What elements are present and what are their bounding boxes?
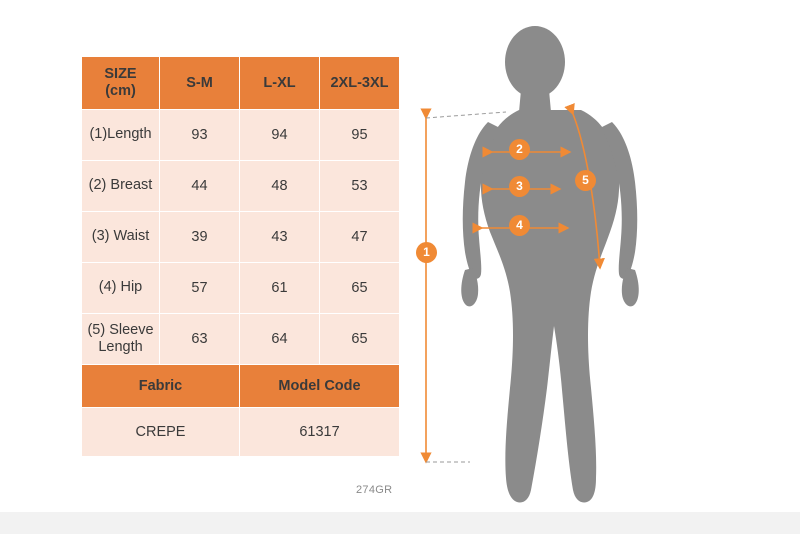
measure-badge-5: 5 [575,170,596,191]
table-header-lxl: L-XL [240,57,320,110]
row-label-breast: (2) Breast [82,161,160,212]
cell-waist-2xl3xl: 47 [320,212,400,263]
footer-value-model-code: 61317 [240,408,400,457]
measure-badge-3: 3 [509,176,530,197]
cell-breast-sm: 44 [160,161,240,212]
cell-length-sm: 93 [160,110,240,161]
cell-waist-lxl: 43 [240,212,320,263]
footer-value-fabric: CREPE [82,408,240,457]
table-row [82,263,400,314]
measure-badge-2: 2 [509,139,530,160]
product-code-label: 274GR [356,484,393,496]
model-figure-area [410,0,800,534]
cell-breast-lxl: 48 [240,161,320,212]
cell-breast-2xl3xl: 53 [320,161,400,212]
bottom-strip [0,512,800,534]
row-label-waist: (3) Waist [82,212,160,263]
table-header-sm: S-M [160,57,240,110]
table-row [82,314,400,365]
table-header-size-line1: SIZE [104,66,137,83]
table-row [82,110,400,161]
cell-hip-sm: 57 [160,263,240,314]
table-row [82,161,400,212]
row-label-sleeve-length: (5) Sleeve Length [82,314,160,365]
female-body-silhouette-icon [410,0,800,534]
size-table [81,56,400,457]
row-label-hip: (4) Hip [82,263,160,314]
size-table-container [81,56,399,457]
measure-badge-4: 4 [509,215,530,236]
cell-length-2xl3xl: 95 [320,110,400,161]
cell-hip-lxl: 61 [240,263,320,314]
table-header-size-line2: (cm) [105,83,136,99]
footer-header-fabric: Fabric [82,365,240,408]
cell-waist-sm: 39 [160,212,240,263]
cell-sleeve-lxl: 64 [240,314,320,365]
cell-length-lxl: 94 [240,110,320,161]
cell-hip-2xl3xl: 65 [320,263,400,314]
cell-sleeve-2xl3xl: 65 [320,314,400,365]
table-row [82,212,400,263]
table-footer-value-row [82,408,400,457]
row-label-length: (1)Length [82,110,160,161]
measure-badge-1: 1 [416,242,437,263]
table-header-2xl3xl: 2XL-3XL [320,57,400,110]
cell-sleeve-sm: 63 [160,314,240,365]
table-header-row [82,57,400,110]
footer-header-model-code: Model Code [240,365,400,408]
table-footer-header-row [82,365,400,408]
table-header-size [82,57,160,110]
